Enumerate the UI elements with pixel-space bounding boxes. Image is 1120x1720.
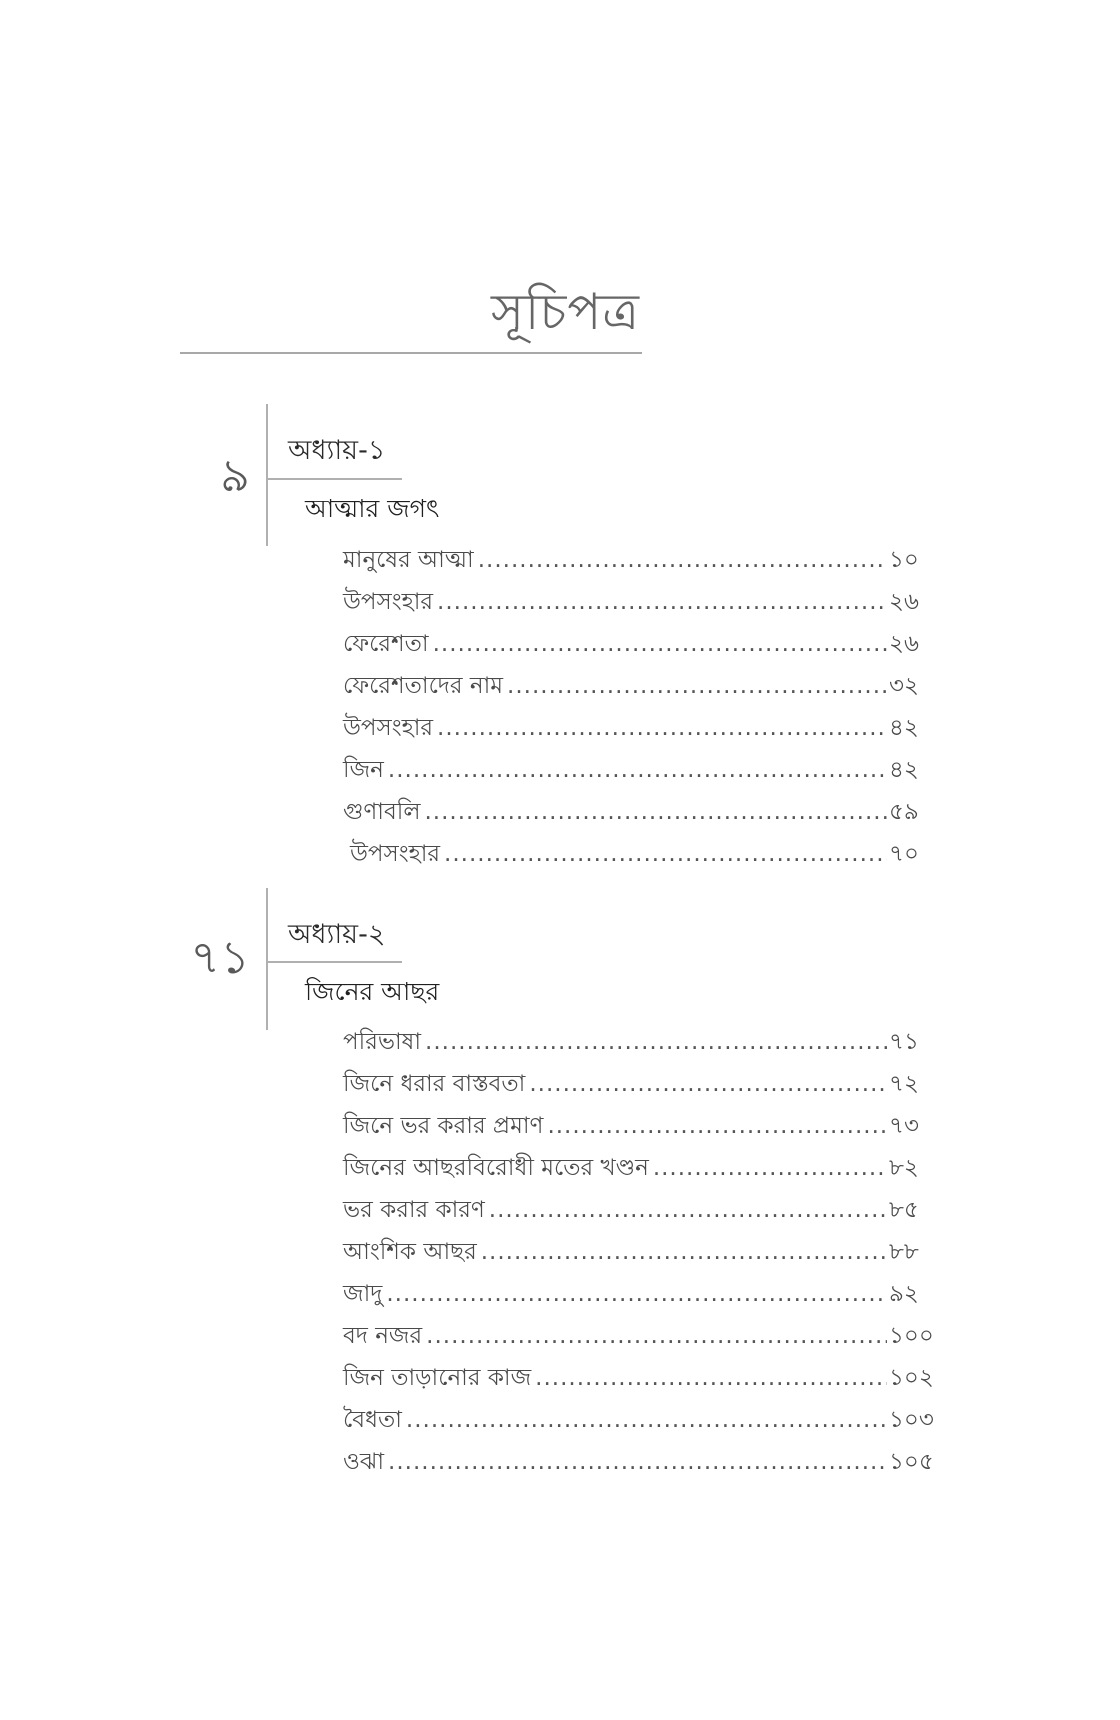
toc-entry-page: ৯২ bbox=[889, 1281, 919, 1307]
chapter-2-entry-list bbox=[343, 1023, 934, 1485]
toc-entry-title: জিন তাড়ানোর কাজ bbox=[343, 1365, 532, 1391]
toc-entry[interactable] bbox=[343, 1443, 934, 1485]
toc-entry[interactable] bbox=[343, 1149, 929, 1191]
dot-leader bbox=[437, 589, 887, 615]
toc-entry-page: ৭১ bbox=[889, 1029, 919, 1055]
chapter-1-subtitle: আত্মার জগৎ bbox=[305, 494, 440, 523]
dot-leader bbox=[529, 1071, 887, 1097]
toc-entry[interactable] bbox=[343, 1023, 929, 1065]
toc-entry-title: উপসংহার bbox=[350, 841, 441, 867]
toc-entry[interactable] bbox=[343, 1191, 929, 1233]
toc-entry-page: ১০০ bbox=[889, 1323, 934, 1349]
toc-entry[interactable] bbox=[343, 1107, 929, 1149]
dot-leader bbox=[507, 673, 887, 699]
toc-entry-title: আংশিক আছর bbox=[343, 1239, 477, 1265]
toc-entry-title: জিনে ধরার বাস্তবতা bbox=[343, 1071, 526, 1097]
toc-entry-page: ২৬ bbox=[889, 631, 919, 657]
chapter-2-label: অধ্যায়-২ bbox=[288, 919, 386, 950]
toc-entry-title: জিনে ভর করার প্রমাণ bbox=[343, 1113, 544, 1139]
chapter-1-label: অধ্যায়-১ bbox=[288, 435, 386, 466]
toc-entry[interactable] bbox=[343, 583, 929, 625]
dot-leader bbox=[481, 1239, 887, 1265]
toc-entry-title: গুণাবলি bbox=[343, 799, 421, 825]
toc-entry[interactable] bbox=[343, 1065, 929, 1107]
dot-leader bbox=[478, 547, 887, 573]
dot-leader bbox=[653, 1155, 887, 1181]
toc-entry-title: উপসংহার bbox=[343, 589, 434, 615]
toc-entry-page: ৮৫ bbox=[889, 1197, 919, 1223]
chapter-1-vertical-rule bbox=[266, 404, 268, 546]
toc-entry-title: পরিভাষা bbox=[343, 1029, 422, 1055]
toc-entry[interactable] bbox=[343, 667, 929, 709]
toc-entry[interactable] bbox=[343, 541, 929, 583]
chapter-2-underline bbox=[268, 961, 402, 963]
toc-entry[interactable] bbox=[343, 1317, 934, 1359]
toc-entry[interactable] bbox=[343, 625, 929, 667]
toc-entry-title: ভর করার কারণ bbox=[343, 1197, 485, 1223]
toc-entry-page: ২৬ bbox=[889, 589, 919, 615]
toc-entry[interactable] bbox=[343, 1233, 929, 1275]
dot-leader bbox=[425, 1029, 887, 1055]
toc-entry[interactable] bbox=[343, 835, 929, 877]
dot-leader bbox=[535, 1365, 887, 1391]
toc-entry[interactable] bbox=[343, 1359, 934, 1401]
chapter-1-start-page: ৯ bbox=[220, 448, 250, 502]
toc-entry[interactable] bbox=[343, 1275, 929, 1317]
toc-entry-title: বদ নজর bbox=[343, 1323, 423, 1349]
page-title: সূচিপত্র bbox=[491, 283, 640, 341]
toc-entry-title: বৈধতা bbox=[343, 1407, 402, 1433]
toc-entry[interactable] bbox=[343, 1401, 934, 1443]
dot-leader bbox=[388, 1449, 887, 1475]
toc-entry[interactable] bbox=[343, 709, 929, 751]
toc-entry-title: ফেরেশতা bbox=[343, 631, 429, 657]
toc-entry-page: ১০ bbox=[889, 547, 919, 573]
dot-leader bbox=[425, 799, 888, 825]
toc-entry-title: উপসংহার bbox=[343, 715, 434, 741]
chapter-2-start-page: ৭১ bbox=[190, 930, 250, 984]
dot-leader bbox=[437, 715, 887, 741]
toc-entry-page: ১০৫ bbox=[889, 1449, 934, 1475]
dot-leader bbox=[444, 841, 887, 867]
toc-entry[interactable] bbox=[343, 793, 929, 835]
chapter-1-entry-list bbox=[343, 541, 929, 877]
dot-leader bbox=[433, 631, 887, 657]
chapter-2-vertical-rule bbox=[266, 888, 268, 1030]
toc-entry-page: ৮২ bbox=[889, 1155, 919, 1181]
dot-leader bbox=[489, 1197, 887, 1223]
dot-leader bbox=[388, 757, 887, 783]
chapter-2-subtitle: জিনের আছর bbox=[305, 977, 440, 1006]
toc-entry-page: ৭৩ bbox=[889, 1113, 919, 1139]
dot-leader bbox=[426, 1323, 887, 1349]
toc-entry-page: ৭০ bbox=[889, 841, 919, 867]
toc-entry-title: ফেরেশতাদের নাম bbox=[343, 673, 504, 699]
toc-entry-title: জাদু bbox=[343, 1281, 383, 1307]
dot-leader bbox=[547, 1113, 887, 1139]
toc-entry-title: জিনের আছরবিরোধী মতের খণ্ডন bbox=[343, 1155, 649, 1181]
title-divider bbox=[180, 352, 642, 354]
toc-entry-title: ওঝা bbox=[343, 1449, 385, 1475]
toc-entry-page: ১০৩ bbox=[889, 1407, 934, 1433]
dot-leader bbox=[406, 1407, 887, 1433]
toc-entry-page: ৮৮ bbox=[889, 1239, 919, 1265]
toc-entry-page: ৪২ bbox=[889, 757, 919, 783]
toc-entry-title: মানুষের আত্মা bbox=[343, 547, 474, 573]
toc-entry-page: ৫৯ bbox=[889, 799, 919, 825]
toc-entry[interactable] bbox=[343, 751, 929, 793]
toc-entry-page: ৩২ bbox=[889, 673, 919, 699]
toc-entry-page: ১০২ bbox=[889, 1365, 934, 1391]
toc-entry-title: জিন bbox=[343, 757, 384, 783]
dot-leader bbox=[386, 1281, 887, 1307]
toc-entry-page: ৭২ bbox=[889, 1071, 919, 1097]
chapter-1-underline bbox=[268, 478, 402, 480]
toc-entry-page: ৪২ bbox=[889, 715, 919, 741]
